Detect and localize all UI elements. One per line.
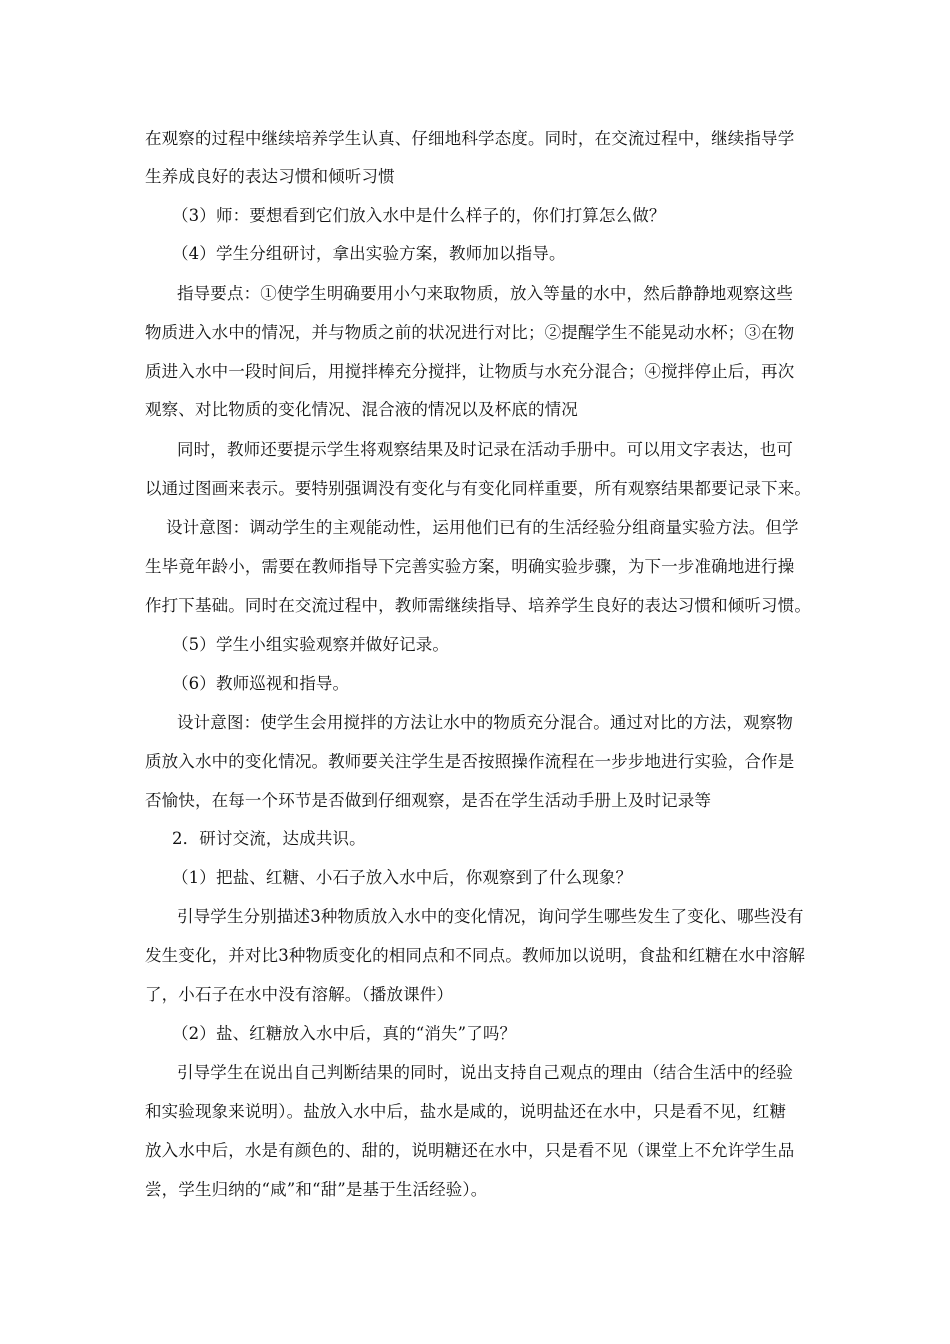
text-line: 物质进入水中的情况，并与物质之前的状况进行对比；②提醒学生不能晃动水杯；③在物	[145, 323, 795, 342]
text-line: 观察、对比物质的变化情况、混合液的情况以及杯底的情况	[145, 400, 578, 419]
text-line: （2）盐、红糖放入水中后，真的“消失”了吗？	[172, 1024, 517, 1043]
text-line: 指导要点：①使学生明确要用小勺来取物质，放入等量的水中，然后静静地观察这些	[177, 284, 794, 303]
text-line: 发生变化，并对比3种物质变化的相同点和不同点。教师加以说明，食盐和红糖在水中溶解	[145, 946, 805, 965]
text-line: 以通过图画来表示。要特别强调没有变化与有变化同样重要，所有观察结果都要记录下来。	[145, 479, 811, 498]
text-line: （5）学生小组实验观察并做好记录。	[172, 635, 450, 654]
text-line: 引导学生分别描述3种物质放入水中的变化情况，询问学生哪些发生了变化、哪些没有	[177, 907, 804, 926]
text-line: 和实验现象来说明）。盐放入水中后，盐水是咸的，说明盐还在水中，只是看不见，红糖	[145, 1102, 787, 1121]
text-line: 尝，学生归纳的“咸”和“甜”是基于生活经验）。	[145, 1180, 488, 1199]
text-line: （3）师：要想看到它们放入水中是什么样子的，你们打算怎么做？	[172, 206, 666, 225]
text-line: 引导学生在说出自己判断结果的同时，说出支持自己观点的理由（结合生活中的经验	[177, 1063, 794, 1082]
text-line: （1）把盐、红糖、小石子放入水中后，你观察到了什么现象？	[172, 868, 633, 887]
text-line: 了，小石子在水中没有溶解。（播放课件）	[145, 985, 454, 1004]
text-line: 设计意图：调动学生的主观能动性，运用他们已有的生活经验分组商量实验方法。但学	[166, 518, 799, 537]
text-line: 质进入水中一段时间后，用搅拌棒充分搅拌，让物质与水充分混合；④搅拌停止后，再次	[145, 362, 795, 381]
text-line: 设计意图：使学生会用搅拌的方法让水中的物质充分混合。通过对比的方法，观察物	[177, 713, 794, 732]
text-line: 同时，教师还要提示学生将观察结果及时记录在活动手册中。可以用文字表达，也可	[177, 440, 794, 459]
text-line: 2．研讨交流，达成共识。	[172, 829, 366, 848]
text-line: 生毕竟年龄小，需要在教师指导下完善实验方案，明确实验步骤，为下一步准确地进行操	[145, 557, 795, 576]
text-line: （4）学生分组研讨，拿出实验方案，教师加以指导。	[172, 244, 566, 263]
text-line: 质放入水中的变化情况。教师要关注学生是否按照操作流程在一步步地进行实验，合作是	[145, 752, 795, 771]
text-line: 作打下基础。同时在交流过程中，教师需继续指导、培养学生良好的表达习惯和倾听习惯。	[145, 596, 811, 615]
text-line: 否愉快，在每一个环节是否做到仔细观察，是否在学生活动手册上及时记录等	[145, 791, 712, 810]
text-line: 在观察的过程中继续培养学生认真、仔细地科学态度。同时，在交流过程中，继续指导学	[145, 129, 795, 148]
text-line: 放入水中后，水是有颜色的、甜的，说明糖还在水中，只是看不见（课堂上不允许学生品	[145, 1141, 795, 1160]
text-line: 生养成良好的表达习惯和倾听习惯	[145, 167, 395, 186]
text-line: （6）教师巡视和指导。	[172, 674, 350, 693]
